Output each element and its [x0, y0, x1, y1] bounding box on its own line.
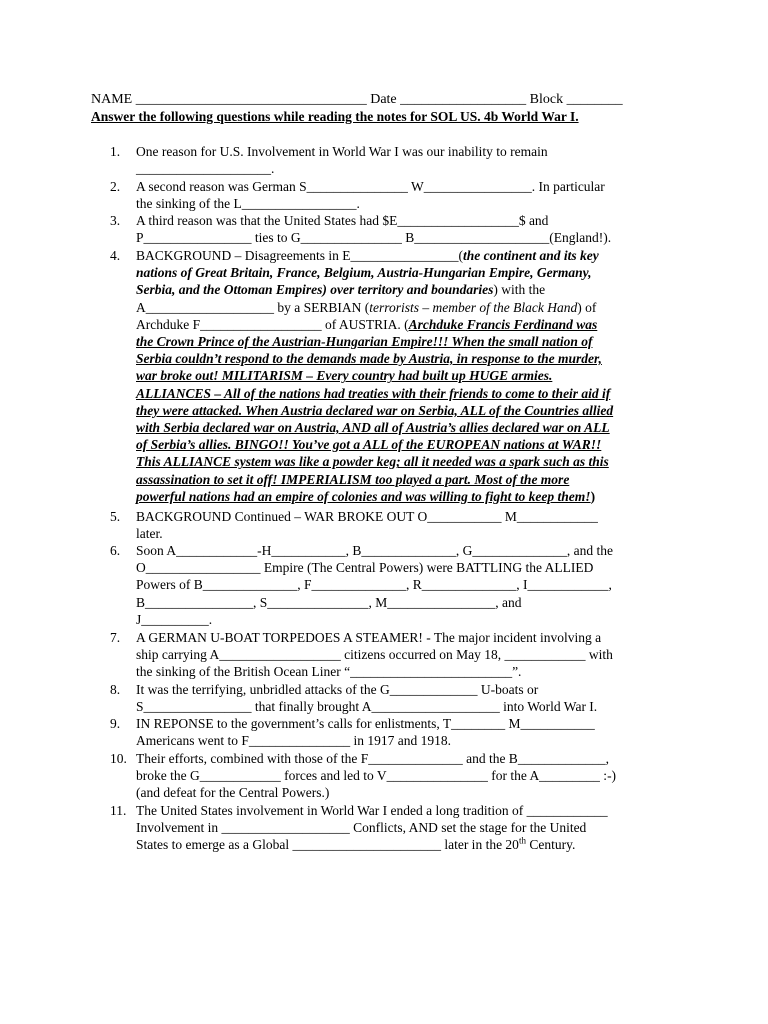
- question-number: 11.: [110, 803, 127, 818]
- emphasis-text: Serbia, and the Ottoman Empires) over territory and boundaries: [136, 282, 494, 298]
- name-date-block-line: NAME _________________________________ Date __________________ Block ________: [91, 92, 623, 107]
- question-text-line: Involvement in ___________________ Conflicts, AND set the stage for the United: [136, 820, 587, 836]
- question-text-line: P________________ ties to G_______________ B____________________(England!).: [136, 230, 612, 246]
- question-text-line: One reason for U.S. Involvement in World War I was our inability to remain: [136, 144, 548, 159]
- underlined-note: with Serbia declared war on Austria, AND all of Austria’s allies declared war on ALL: [136, 420, 610, 436]
- question-text-line: [136, 836, 681, 853]
- question-text-line: [136, 316, 681, 333]
- question-6: [110, 542, 690, 628]
- question-text-line: A third reason was that the United States had $E__________________$ and: [136, 213, 549, 228]
- underlined-note: Serbia couldn’t respond to the demands made by Austria, in response to the murder,: [136, 351, 602, 367]
- closing-paren: ): [590, 488, 596, 504]
- question-number: 7.: [110, 630, 121, 645]
- question-7: [110, 629, 690, 681]
- question-text: Archduke F__________________ of AUSTRIA. (: [136, 316, 409, 332]
- question-number: 8.: [110, 682, 121, 697]
- question-text-line: S________________ that finally brought A___________________ into World War I.: [136, 699, 598, 715]
- question-10: [110, 750, 690, 802]
- question-4: [110, 247, 690, 505]
- underlined-note: ALLIANCES – All of the nations had treaties with their friends to come to their aid if: [136, 385, 611, 401]
- superscript-th: th: [518, 835, 526, 846]
- italic-note: terrorists – member of the Black Hand: [369, 299, 578, 315]
- question-text: ) of: [577, 299, 597, 315]
- question-text: BACKGROUND – Disagreements in E________________(: [136, 248, 463, 263]
- underlined-note: Archduke Francis Ferdinand was: [408, 316, 598, 332]
- question-text-line: J__________.: [136, 611, 213, 627]
- question-text-line: [136, 247, 681, 264]
- question-text-line: later.: [136, 526, 163, 542]
- question-text-line: BACKGROUND Continued – WAR BROKE OUT O___________ M____________: [136, 509, 598, 524]
- question-text-line: [136, 488, 681, 505]
- question-number: 5.: [110, 509, 121, 524]
- question-text: States to emerge as a Global ______________________ later in the 20: [136, 837, 519, 853]
- question-text-line: ____________________.: [136, 161, 275, 177]
- question-number: 1.: [110, 144, 121, 159]
- question-2: [110, 178, 690, 212]
- question-number: 2.: [110, 179, 121, 194]
- question-text-line: Their efforts, combined with those of the F______________ and the B_____________,: [136, 751, 609, 766]
- question-11: [110, 802, 690, 854]
- question-text-line: O_________________ Empire (The Central Powers) were BATTLING the ALLIED: [136, 560, 594, 576]
- question-5: [110, 508, 690, 542]
- question-text-line: ship carrying A__________________ citizens occurred on May 18, ____________ with: [136, 647, 613, 663]
- underlined-note: of Serbia’s allies. BINGO!! You’ve got a ALL of the EUROPEAN nations at WAR!!: [136, 437, 602, 453]
- question-3: [110, 212, 690, 246]
- question-9: [110, 715, 690, 749]
- question-text-line: [136, 299, 681, 316]
- question-1: [110, 143, 690, 177]
- question-text-line: A GERMAN U-BOAT TORPEDOES A STEAMER! - The major incident involving a: [136, 630, 602, 645]
- instructions-heading: Answer the following questions while reading the notes for SOL US. 4b World War I.: [91, 109, 579, 124]
- question-text-line: Americans went to F_______________ in 1917 and 1918.: [136, 733, 451, 749]
- question-number: 4.: [110, 248, 121, 263]
- emphasis-text: the continent and its key: [462, 248, 599, 263]
- question-text-line: It was the terrifying, unbridled attacks of the G_____________ U-boats or: [136, 682, 539, 697]
- underlined-note: they were attacked. When Austria declared war on Serbia, ALL of the Countries allied: [136, 402, 614, 418]
- question-number: 6.: [110, 543, 121, 558]
- question-text-line: Soon A____________-H___________, B______________, G______________, and the: [136, 543, 613, 558]
- question-text-line: the sinking of the L_________________.: [136, 196, 360, 212]
- question-text-line: B________________, S_______________, M________________, and: [136, 594, 522, 610]
- question-number: 9.: [110, 716, 121, 731]
- question-text-line: the sinking of the British Ocean Liner “________________________”.: [136, 664, 522, 680]
- question-text: Century.: [525, 837, 576, 853]
- question-text: ) with the: [493, 282, 546, 298]
- question-text: A___________________ by a SERBIAN (: [136, 299, 370, 315]
- question-number: 3.: [110, 213, 121, 228]
- question-text-line: IN REPONSE to the government’s calls for enlistments, T________ M___________: [136, 716, 595, 731]
- underlined-note: the Crown Prince of the Austrian-Hungarian Empire!!! When the small nation of: [136, 334, 593, 350]
- underlined-note: This ALLIANCE system was like a powder keg; all it needed was a spark such as this: [136, 454, 609, 470]
- question-text-line: broke the G____________ forces and led to V_______________ for the A_________ :-): [136, 768, 617, 784]
- question-text-line: The United States involvement in World War I ended a long tradition of ____________: [136, 803, 608, 818]
- underlined-note: assassination to set it off! IMPERIALISM too played a part. Most of the more: [136, 471, 570, 487]
- underlined-note: war broke out! MILITARISM – Every country had built up HUGE armies.: [136, 368, 553, 384]
- emphasis-text: nations of Great Britain, France, Belgium, Austria-Hungarian Empire, Germany,: [136, 265, 592, 281]
- underlined-note: powerful nations had an empire of colonies and was willing to fight to keep them!: [136, 488, 591, 504]
- question-number: 10.: [110, 751, 127, 766]
- question-text-line: A second reason was German S_______________ W________________. In particular: [136, 179, 605, 194]
- question-text-line: [136, 281, 681, 298]
- question-text-line: Powers of B______________, F______________, R______________, I____________,: [136, 577, 612, 593]
- question-text-line: (and defeat for the Central Powers.): [136, 785, 330, 801]
- question-8: [110, 681, 690, 715]
